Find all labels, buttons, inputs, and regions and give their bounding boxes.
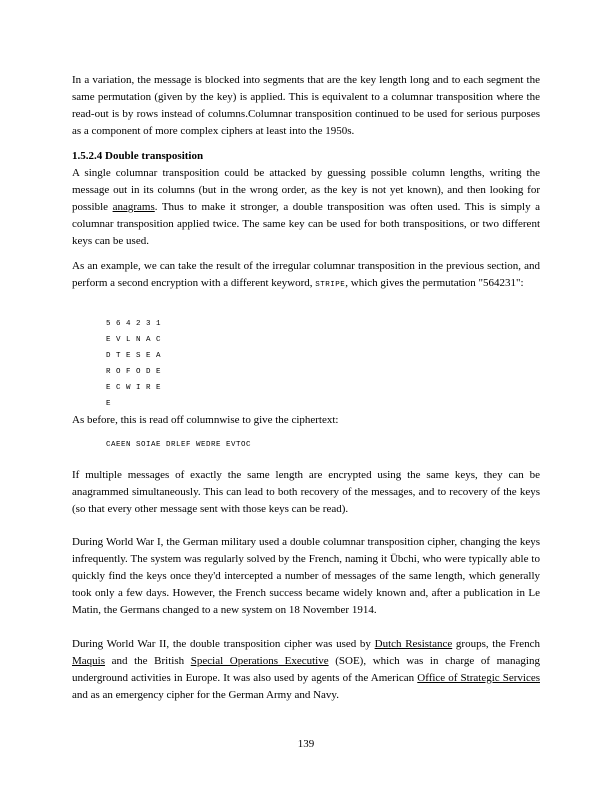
paragraph-text: As an example, we can take the result of the irregular columnar transposition in the previous section, and perform a second encryption with a different keyword, [72, 260, 540, 289]
paragraph-text: and the British [105, 655, 191, 667]
paragraph-multiple-messages: If multiple messages of exactly the same length are encrypted using the same keys, they can be anagrammed simultaneously. This can lead to both recovery of the messages, and to recovery of the keys (so that every other message sent with those keys can be read). [72, 469, 540, 515]
maquis-link[interactable]: Maquis [72, 655, 105, 667]
transposition-grid [106, 316, 161, 412]
grid-row: R O F O D E [106, 368, 162, 376]
soe-link[interactable]: Special Operations Executive [190, 655, 329, 667]
anagrams-link[interactable]: anagrams [112, 201, 155, 213]
section-heading: 1.5.2.4 Double transposition [72, 150, 204, 162]
dutch-resistance-link[interactable]: Dutch Resistance [374, 638, 453, 650]
grid-row: E C W I R E [106, 384, 162, 392]
paragraph-world-war-one: During World War I, the German military used a double columnar transposition cipher, changing the keys infrequently. The system was regularly solved by the French, naming it Übchi, who were typically able to quickly find the keys once they'd intercepted a number of messages of the same length, which generally took only a few days. However, the French success became widely known and, after a publication in Le Matin, the Germans changed to a new system on 18 November 1914. [72, 536, 540, 616]
grid-row: 5 6 4 2 3 1 [106, 320, 162, 328]
paragraph-example [72, 258, 540, 294]
grid-row: D T E S E A [106, 352, 162, 360]
paragraph-single-columnar [72, 165, 540, 250]
paragraph-text: During World War II, the double transposition cipher was used by [72, 638, 375, 650]
paragraph-text: A single columnar transposition could be attacked by guessing possible column lengths, writing the message out in its columns (but in the wrong order, as the key is not yet known), and then looking for possible [72, 167, 540, 213]
keyword-text: STRIPE [315, 281, 346, 289]
paragraph-read-off: As before, this is read off columnwise to give the ciphertext: [72, 414, 339, 426]
paragraph-text: , which gives the permutation "564231": [345, 277, 524, 289]
page-number: 139 [297, 738, 315, 750]
ciphertext: CAEEN SOIAE DRLEF WEDRE EVTOC [106, 441, 252, 449]
paragraph-text: (SOE), which was in charge of managing underground activities in Europe. It was also used by agents of the American [72, 655, 540, 684]
grid-row: E [106, 400, 112, 408]
paragraph-text: and as an emergency cipher for the German Army and Navy. [72, 689, 339, 701]
oss-link[interactable]: Office of Strategic Services [417, 672, 540, 684]
paragraph-block-variation: In a variation, the message is blocked into segments that are the key length long and to each segment the same permutation (given by the key) is applied. This is equivalent to a columnar transposition where the read-out is by rows instead of columns.Columnar transposition continued to be used for serious purposes as a component of more complex ciphers at least into the 1950s. [72, 74, 540, 137]
paragraph-text: . Thus to make it stronger, a double transposition was often used. This is simply a columnar transposition applied twice. The same key can be used for both transpositions, or two different keys can be used. [72, 201, 540, 247]
grid-row: E V L N A C [106, 336, 162, 344]
paragraph-world-war-two [72, 636, 540, 704]
paragraph-text: groups, the French [452, 638, 540, 650]
